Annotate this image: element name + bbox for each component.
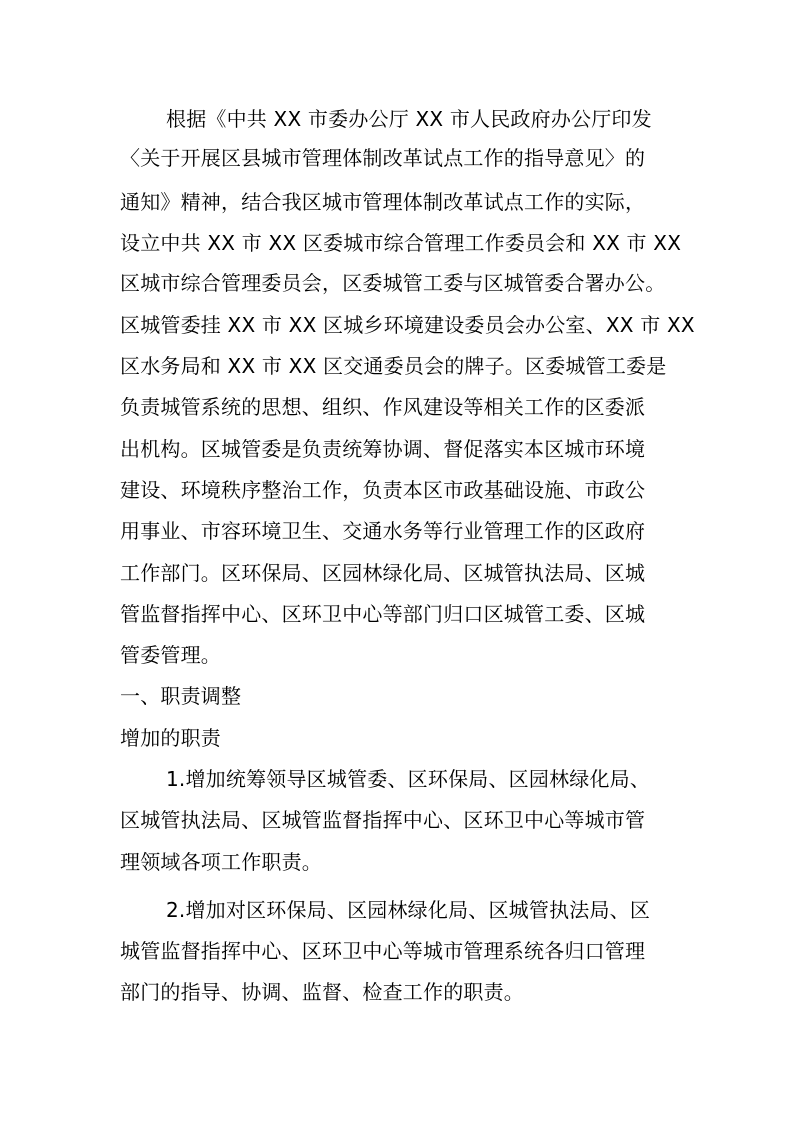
intro-line-6: 区城管委挂 XX 市 XX 区城乡环境建设委员会办公室、XX 市 XX [120, 313, 695, 337]
intro-line-3: 通知》精神，结合我区城市管理体制改革试点工作的实际， [120, 190, 646, 214]
intro-line-5: 区城市综合管理委员会，区委城管工委与区城管委合署办公。 [120, 271, 666, 295]
subheading: 增加的职责 [120, 726, 221, 750]
intro-line-9: 出机构。区城管委是负责统筹协调、督促落实本区城市环境 [120, 437, 646, 461]
section-heading: 一、职责调整 [120, 684, 242, 708]
item1-line-3: 理领域各项工作职责。 [120, 850, 322, 874]
item1-line-2: 区城管执法局、区城管监督指挥中心、区环卫中心等城市管 [120, 808, 646, 832]
intro-line-8: 负责城管系统的思想、组织、作风建设等相关工作的区委派 [120, 395, 646, 419]
item1-line-1: 1.增加统筹领导区城管委、区环保局、区园林绿化局、 [166, 767, 651, 791]
intro-line-1: 根据《中共 XX 市委办公厅 XX 市人民政府办公厅印发 [166, 107, 652, 131]
item2-line-1: 2.增加对区环保局、区园林绿化局、区城管执法局、区 [166, 898, 651, 922]
intro-line-7: 区水务局和 XX 市 XX 区交通委员会的牌子。区委城管工委是 [120, 354, 667, 378]
intro-line-4: 设立中共 XX 市 XX 区委城市综合管理工作委员会和 XX 市 XX [120, 231, 682, 255]
item2-line-2: 城管监督指挥中心、区环卫中心等城市管理系统各归口管理 [120, 939, 646, 963]
intro-line-12: 工作部门。区环保局、区园林绿化局、区城管执法局、区城 [120, 561, 646, 585]
intro-line-13: 管监督指挥中心、区环卫中心等部门归口区城管工委、区城 [120, 602, 646, 626]
intro-line-2: 〈关于开展区县城市管理体制改革试点工作的指导意见〉的 [120, 146, 646, 170]
intro-line-11: 用事业、市容环境卫生、交通水务等行业管理工作的区政府 [120, 519, 646, 543]
item2-line-3: 部门的指导、协调、监督、检查工作的职责。 [120, 980, 524, 1004]
intro-line-14: 管委管理。 [120, 643, 221, 667]
intro-line-10: 建设、环境秩序整治工作，负责本区市政基础设施、市政公 [120, 478, 646, 502]
